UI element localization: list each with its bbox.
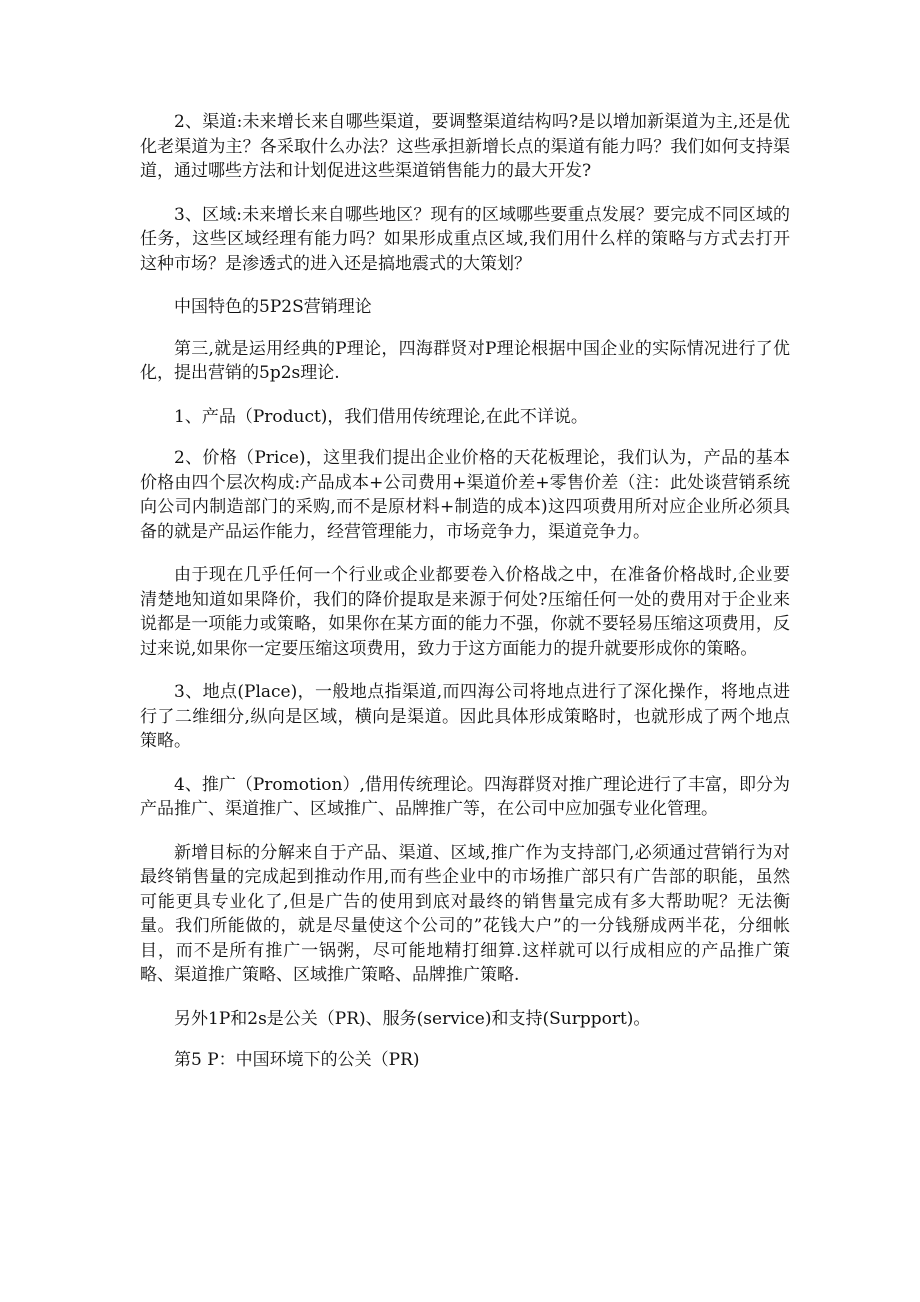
paragraph-product: 1、产品（Product)，我们借用传统理论,在此不详说。 (174, 406, 588, 427)
paragraph-regions: 3、区域:未来增长来自哪些地区？现有的区域哪些要重点发展？要完成不同区域的任务，这些区域经理有能力吗？如果形成重点区域,我们用什么样的策略与方式去打开这种市场？是渗透式的进入还是搞地震式的大策划？ (140, 204, 790, 274)
paragraph-promotion: 4、推广（Promotion）,借用传统理论。四海群贤对推广理论进行了丰富，即分为产品推广、渠道推广、区域推广、品牌推广等，在公司中应加强专业化管理。 (140, 774, 790, 819)
document-page (140, 110, 790, 1092)
paragraph-1p-2s: 另外1P和2s是公关（PR)、服务(service)和支持(Surpport)。 (174, 1008, 651, 1029)
paragraph-place: 3、地点(Place)，一般地点指渠道,而四海公司将地点进行了深化操作，将地点进行了二维细分,纵向是区域，横向是渠道。因此具体形成策略时，也就形成了两个地点策略。 (140, 682, 790, 751)
paragraph-price: 2、价格（Price)，这里我们提出企业价格的天花板理论，我们认为，产品的基本价格由四个层次构成:产品成本+公司费用+渠道价差+零售价差（注：此处谈营销系统向公司内制造部门的采购,而不是原材料+制造的成本)这四项费用所对应企业所必须具备的就是产品运作能力，经营管理能力，市场竞争力，渠道竞争力。 (140, 448, 790, 542)
paragraph-channels: 2、渠道:未来增长来自哪些渠道，要调整渠道结构吗?是以增加新渠道为主,还是优化老渠道为主？各采取什么办法？这些承担新增长点的渠道有能力吗？我们如何支持渠道，通过哪些方法和计划促进这些渠道销售能力的最大开发? (140, 112, 790, 181)
paragraph-new-targets: 新增目标的分解来自于产品、渠道、区域,推广作为支持部门,必须通过营销行为对最终销售量的完成起到推动作用,而有些企业中的市场推广部只有广告部的职能，虽然可能更具专业化了,但是广告的使用到底对最终的销售量完成有多大帮助呢？无法衡量。我们所能做的，就是尽量使这个公司的”花钱大户”的一分钱掰成两半花，分细帐目，而不是所有推广一锅粥，尽可能地精打细算.这样就可以行成相应的产品推广策略、渠道推广策略、区域推广策略、品牌推广策略. (140, 842, 790, 985)
paragraph-p-theory: 第三,就是运用经典的P理论，四海群贤对P理论根据中国企业的实际情况进行了优化，提出营销的5p2s理论. (140, 338, 790, 383)
section-heading-5th-p: 第5 P：中国环境下的公关（PR) (174, 1050, 420, 1070)
section-heading-5p2s: 中国特色的5P2S营销理论 (174, 297, 372, 317)
paragraph-price-war: 由于现在几乎任何一个行业或企业都要卷入价格战之中，在准备价格战时,企业要清楚地知道如果降价，我们的降价提取是来源于何处?压缩任何一处的费用对于企业来说都是一项能力或策略，如果你在某方面的能力不强，你就不要轻易压缩这项费用，反过来说,如果你一定要压缩这项费用，致力于这方面能力的提升就要形成你的策略。 (140, 565, 790, 659)
